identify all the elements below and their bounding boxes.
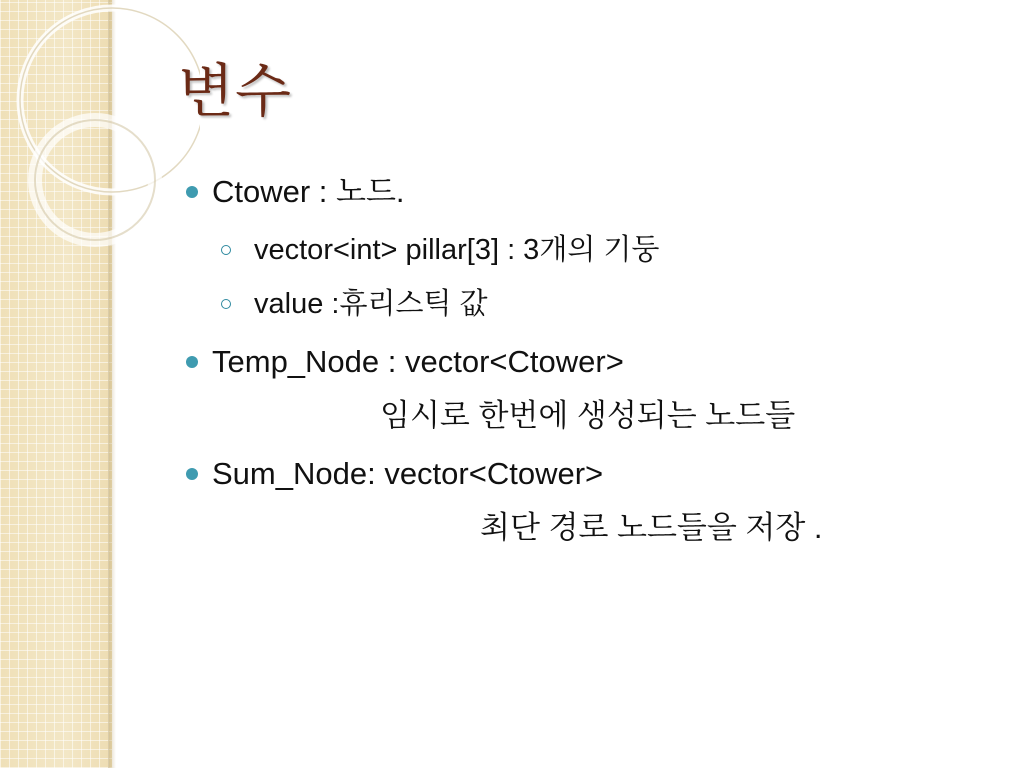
bullet-temp-node-description: 임시로 한번에 생성되는 노드들	[380, 398, 796, 433]
side-panel-pattern	[0, 0, 112, 768]
sub-bullet-value: value :휴리스틱 값	[254, 288, 488, 320]
bullet-dot	[186, 468, 198, 480]
sub-bullet-pillar: vector<int> pillar[3] : 3개의 기둥	[254, 234, 660, 266]
slide-title: 변수	[178, 57, 293, 125]
bullet-sum-node: Sum_Node: vector<Ctower>	[212, 456, 604, 491]
sub-bullet-dot	[221, 245, 231, 255]
bullet-dot	[186, 186, 198, 198]
bullet-dot	[186, 356, 198, 368]
bullet-ctower: Ctower : 노드.	[212, 174, 405, 209]
sub-bullet-dot	[221, 299, 231, 309]
side-panel-shadow	[108, 0, 116, 768]
bullet-temp-node: Temp_Node : vector<Ctower>	[212, 344, 624, 379]
bullet-sum-node-description: 최단 경로 노드들을 저장 .	[480, 510, 823, 545]
